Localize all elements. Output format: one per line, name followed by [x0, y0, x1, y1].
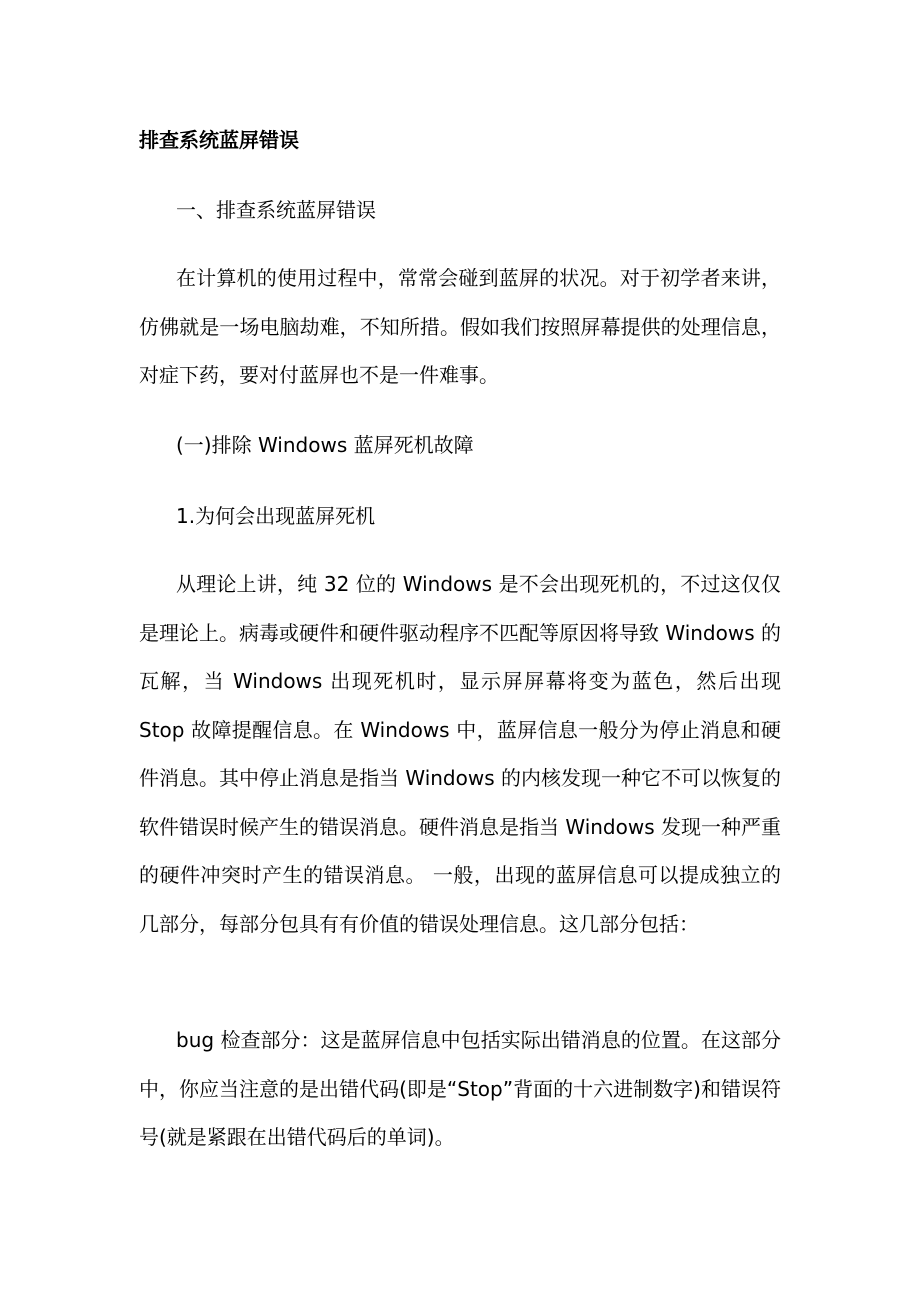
- item-heading: 1.为何会出现蓝屏死机: [176, 504, 376, 528]
- intro-paragraph: 在计算机的使用过程中，常常会碰到蓝屏的状况。对于初学者来讲，仿佛就是一场电脑劫难，不知所措。假如我们按照屏幕提供的处理信息，对症下药，要对付蓝屏也不是一件难事。: [139, 266, 781, 387]
- bug-check-paragraph: bug 检查部分：这是蓝屏信息中包括实际出错消息的位置。在这部分中，你应当注意的是出错代码(即是“Stop”背面的十六进制数字)和错误符号(就是紧跟在出错代码后的单词)。: [139, 1028, 781, 1149]
- theory-paragraph: 从理论上讲，纯 32 位的 Windows 是不会出现死机的，不过这仅仅是理论上。病毒或硬件和硬件驱动程序不匹配等原因将导致 Windows 的瓦解，当 Windows 出现死机时，显示屏屏幕将变为蓝色，然后出现 Stop 故障提醒信息。在 Windows 中，蓝屏信息一般分为停止消息和硬件消息。其中停止消息是指当 Windows 的内核发现一种它不可以恢复的软件错误时候产生的错误消息。硬件消息是指当 Windows 发现一种严重的硬件冲突时产生的错误消息。 一般，出现的蓝屏信息可以提成独立的几部分，每部分包具有有价值的错误处理信息。这几部分包括：: [139, 572, 781, 936]
- document-title: 排查系统蓝屏错误: [139, 128, 299, 152]
- subsection-heading: (一)排除 Windows 蓝屏死机故障: [176, 433, 474, 457]
- section-heading: 一、排查系统蓝屏错误: [176, 198, 376, 222]
